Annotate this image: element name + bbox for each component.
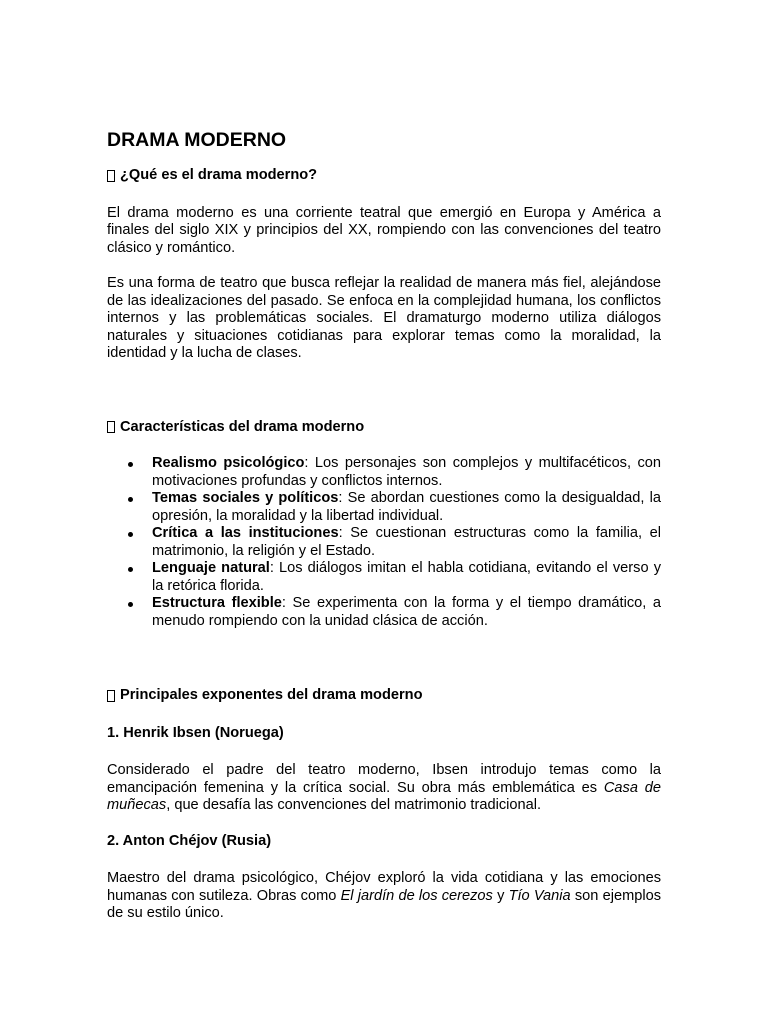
bullet-icon bbox=[128, 532, 133, 537]
list-item-text: : Se cuestionan estructuras como la familia, el matrimonio, la religión y el Estado. bbox=[152, 525, 661, 559]
author-heading-chejov bbox=[107, 833, 661, 851]
section-heading-label: Principales exponentes del drama moderno bbox=[120, 687, 423, 703]
section-heading-characteristics bbox=[107, 419, 661, 437]
list-item-term: Realismo psicológico bbox=[152, 455, 305, 471]
list-item-term: Temas sociales y políticos bbox=[152, 490, 339, 506]
list-item bbox=[152, 560, 661, 595]
list-item bbox=[152, 525, 661, 560]
list-item-text: : Se abordan cuestiones como la desigualdad, la opresión, la moralidad y la libertad individual. bbox=[152, 490, 661, 524]
author-paragraph-ibsen bbox=[107, 762, 661, 815]
author-heading-ibsen bbox=[107, 725, 661, 743]
author-text: Maestro del drama psicológico, Chéjov exploró la vida cotidiana y las emociones humanas con sutileza. Obras como bbox=[107, 870, 661, 904]
list-item bbox=[152, 595, 661, 630]
list-item-text: : Los personajes son complejos y multifacéticos, con motivaciones profundas y conflictos internos. bbox=[152, 455, 662, 489]
paragraph: Es una forma de teatro que busca reflejar la realidad de manera más fiel, alejándose de las idealizaciones del pasado. Se enfoca en la complejidad humana, los conflictos internos y las problemáticas sociales. El dramaturgo moderno utiliza diálogos naturales y situaciones cotidianas para explorar temas como la moralidad, la identidad y la lucha de clases. bbox=[107, 275, 661, 361]
section-heading-label: ¿Qué es el drama moderno? bbox=[120, 167, 318, 183]
work-title: Casa de muñecas bbox=[107, 779, 662, 813]
list-item-text: : Se experimenta con la forma y el tiempo dramático, a menudo rompiendo con la unidad clásica de acción. bbox=[152, 595, 662, 629]
author-text: , que desafía las convenciones del matrimonio tradicional. bbox=[166, 797, 542, 813]
list-item-term: Lenguaje natural bbox=[152, 560, 270, 576]
author-name: 2. Anton Chéjov (Rusia) bbox=[107, 832, 272, 849]
section-heading-label: Características del drama moderno bbox=[120, 418, 365, 435]
author-name: 1. Henrik Ibsen (Noruega) bbox=[107, 724, 284, 741]
author-text: son ejemplos de su estilo único. bbox=[107, 887, 661, 921]
work-title: Tío Vania bbox=[508, 887, 571, 904]
list-item bbox=[152, 455, 661, 490]
author-text: Considerado el padre del teatro moderno, Ibsen introdujo temas como la emancipación femenina y la crítica social. Su obra más emblemática es bbox=[107, 762, 661, 796]
list-item-text: : Los diálogos imitan el habla cotidiana, evitando el verso y la retórica florida. bbox=[152, 560, 661, 594]
list-item bbox=[152, 490, 661, 525]
document-title: DRAMA MODERNO bbox=[107, 129, 287, 151]
list-item-term: Crítica a las instituciones bbox=[152, 525, 339, 541]
characteristics-list bbox=[107, 455, 661, 630]
theater-emoji-icon bbox=[107, 421, 115, 433]
author-paragraph-chejov bbox=[107, 870, 661, 923]
bullet-icon bbox=[128, 567, 133, 572]
list-item-term: Estructura flexible bbox=[152, 595, 282, 611]
star-emoji-icon bbox=[107, 690, 115, 702]
work-title: El jardín de los cerezos bbox=[340, 887, 493, 904]
section-heading-what-is bbox=[107, 167, 661, 185]
section-heading-exponents bbox=[107, 687, 661, 705]
question-emoji-icon bbox=[107, 170, 115, 182]
bullet-icon bbox=[128, 462, 133, 467]
author-text: y bbox=[492, 887, 509, 904]
paragraph: El drama moderno es una corriente teatral que emergió en Europa y América a finales del siglo XIX y principios del XX, rompiendo con las convenciones del teatro clásico y romántico. bbox=[107, 204, 661, 256]
bullet-icon bbox=[128, 602, 133, 607]
bullet-icon bbox=[128, 497, 133, 502]
